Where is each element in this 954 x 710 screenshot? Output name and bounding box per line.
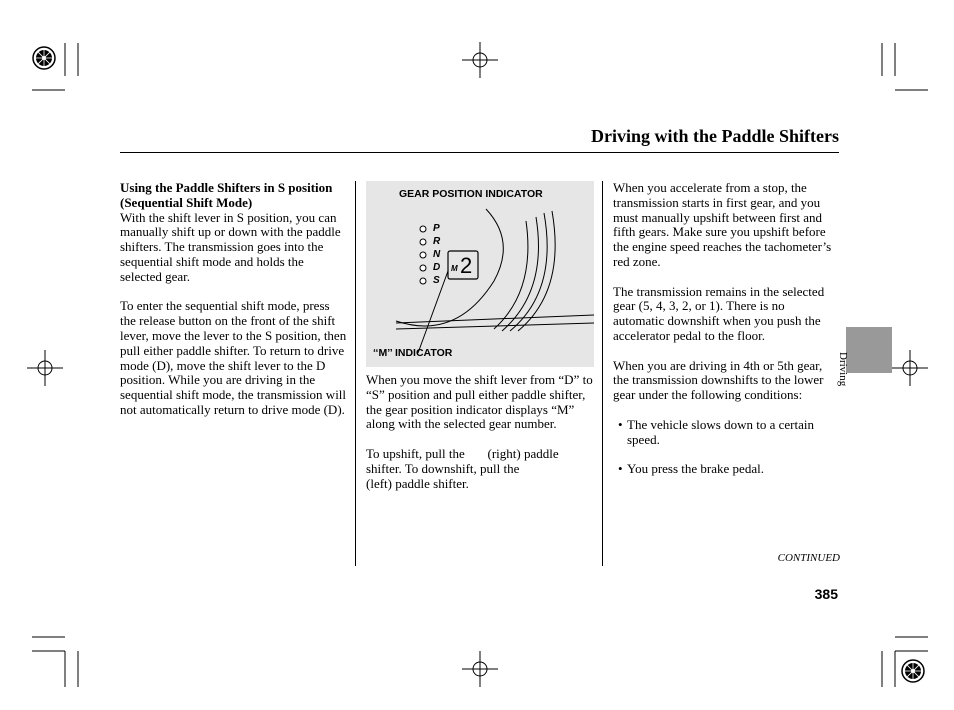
column-divider bbox=[602, 181, 603, 566]
gear-number-display: 2 bbox=[460, 253, 473, 278]
paragraph: With the shift lever in S position, you can manually shift up or down with the paddle shifters. The transmission goes into the sequential shift mode and holds the selected gear. bbox=[120, 209, 341, 284]
right-column bbox=[613, 181, 839, 492]
list-item-text: You press the brake pedal. bbox=[627, 461, 764, 477]
registration-mark-right bbox=[892, 350, 928, 386]
page-title: Driving with the Paddle Shifters bbox=[590, 126, 839, 146]
m-indicator-label: ‘‘M’’ INDICATOR bbox=[373, 347, 453, 359]
continued-label: CONTINUED bbox=[777, 552, 840, 564]
paragraph: When you move the shift lever from “D” to “S” position and pull either paddle shifter, the gear position indicator displays “M” along with the selected gear number. bbox=[366, 372, 593, 432]
bullet-icon: • bbox=[618, 416, 623, 432]
list-item bbox=[613, 418, 839, 448]
gauge-drawing bbox=[366, 181, 594, 367]
gear-label-d: D bbox=[433, 262, 441, 273]
title-rule bbox=[120, 152, 839, 153]
gear-indicator-illustration bbox=[366, 181, 594, 367]
middle-column bbox=[366, 373, 596, 491]
list-item bbox=[613, 462, 839, 477]
section-tab bbox=[846, 327, 892, 373]
list-item-text: The vehicle slows down to a certain speed. bbox=[627, 416, 814, 447]
paddle-line-2: shifter. To downshift, pull the bbox=[366, 460, 520, 476]
color-target-top-left bbox=[33, 47, 55, 69]
gear-label-r: R bbox=[433, 236, 441, 247]
page-number: 385 bbox=[814, 586, 838, 602]
gear-position-indicator-label: GEAR POSITION INDICATOR bbox=[399, 188, 543, 200]
column-divider bbox=[355, 181, 356, 566]
color-target-bottom-right bbox=[902, 660, 924, 682]
gear-label-s: S bbox=[433, 275, 440, 286]
gear-label-n: N bbox=[433, 249, 441, 260]
section-heading: Using the Paddle Shifters in S position (Sequential Shift Mode) bbox=[120, 180, 333, 210]
registration-mark-top bbox=[462, 42, 498, 78]
section-tab-label: Driving bbox=[837, 352, 849, 387]
registration-mark-left bbox=[27, 350, 63, 386]
left-column bbox=[120, 181, 348, 433]
paragraph: The transmission remains in the selected gear (5, 4, 3, 2, or 1). There is no automatic downshift when you push the accelerator pedal to the floor. bbox=[613, 283, 825, 343]
paddle-line-3: (left) paddle shifter. bbox=[366, 475, 469, 491]
gear-label-p: P bbox=[433, 223, 440, 234]
m-mode-letter: M bbox=[451, 264, 458, 273]
paragraph: When you accelerate from a stop, the transmission starts in first gear, and you must manually upshift between first and fifth gears. Make sure you upshift before the engine speed reaches the tachometer’s red zone. bbox=[613, 180, 832, 269]
paragraph: To enter the sequential shift mode, press the release button on the front of the shift lever, move the lever to the S position, then pull either paddle shifter. To return to drive mode (D), move the shift lever to the D position. While you are driving in the sequential shift mode, the transmission will not automatically return to drive mode (D). bbox=[120, 298, 347, 417]
paddle-line-1: To upshift, pull the (right) paddle bbox=[366, 445, 559, 461]
registration-mark-bottom bbox=[462, 651, 498, 687]
bullet-icon: • bbox=[618, 461, 623, 477]
paragraph: When you are driving in 4th or 5th gear, the transmission downshifts to the lower gear under the following conditions: bbox=[613, 357, 824, 403]
